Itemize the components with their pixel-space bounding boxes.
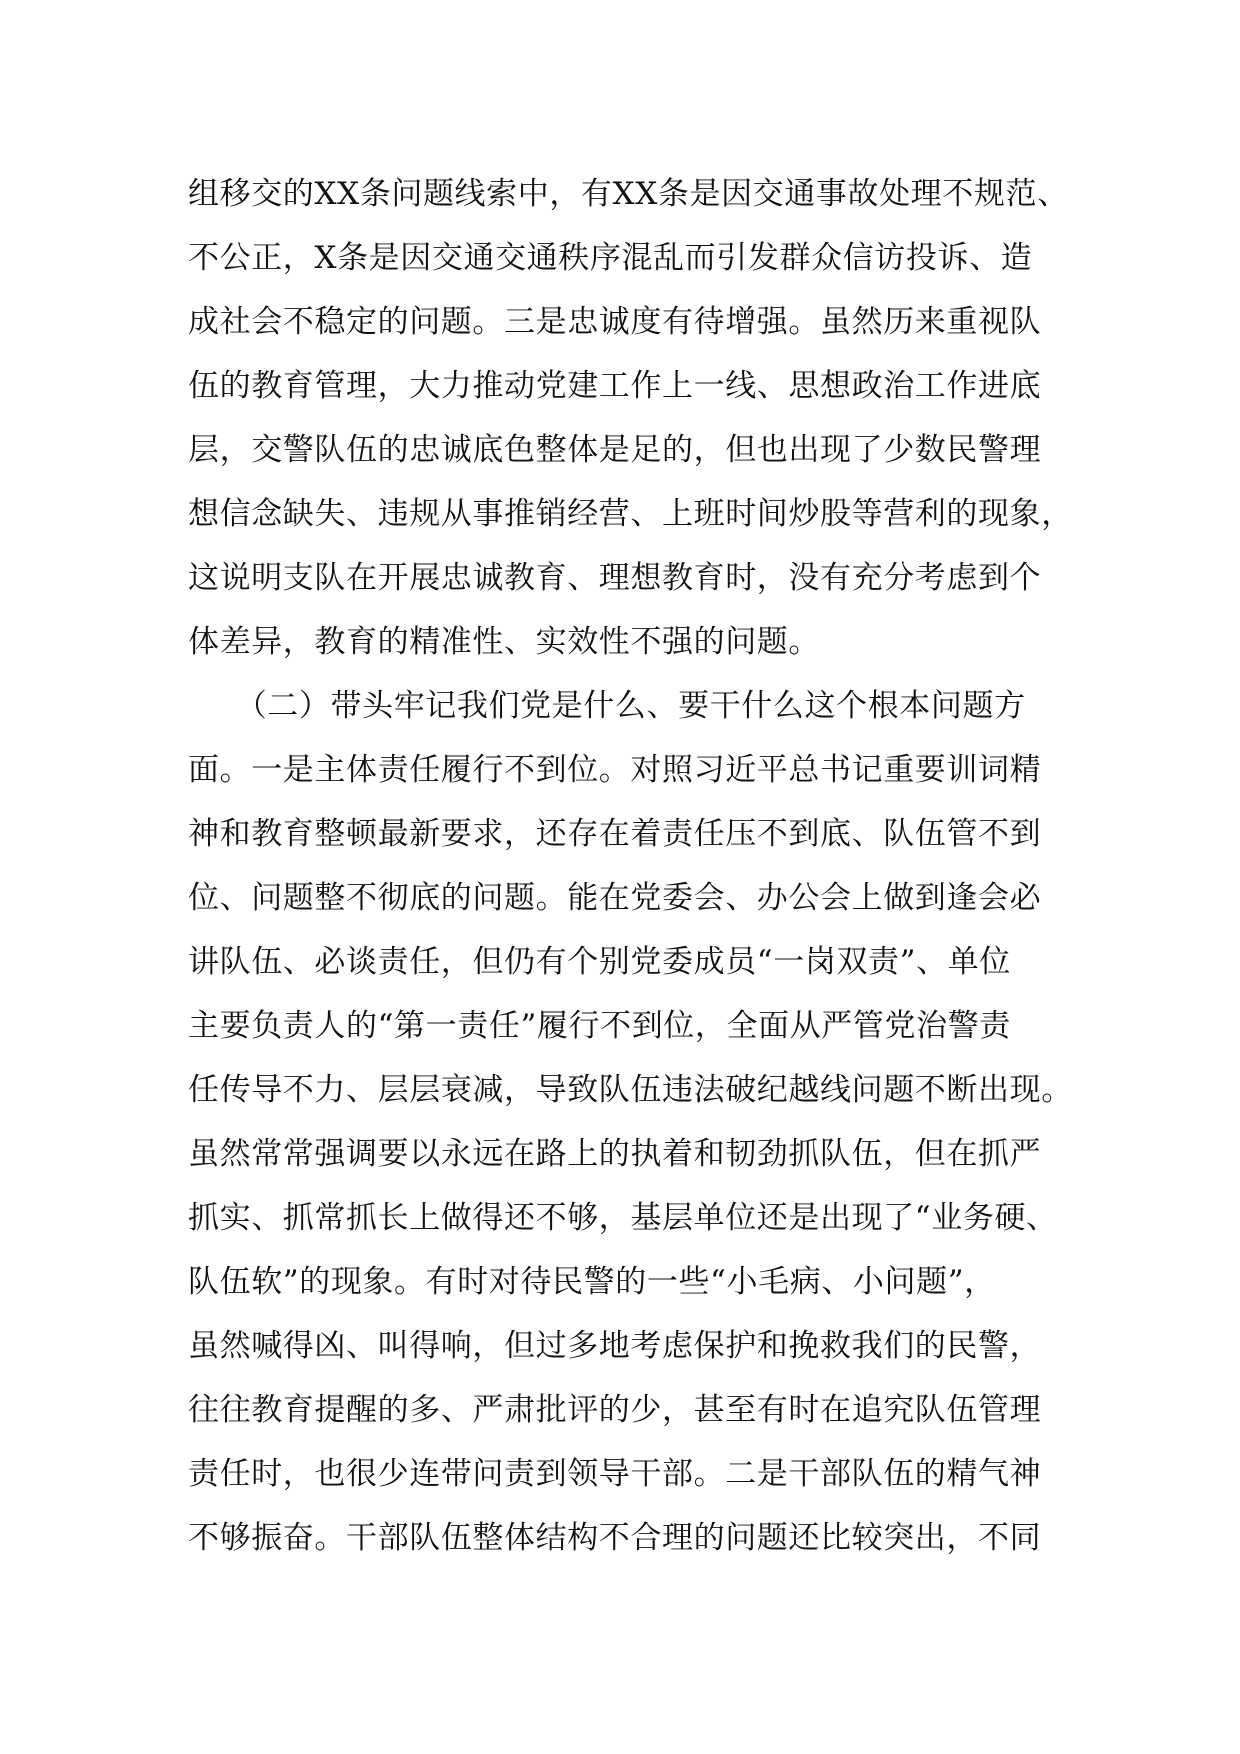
text-line: 神和教育整顿最新要求，还存在着责任压不到底、队伍管不到 xyxy=(188,816,1042,852)
text-line: 组移交的XX条问题线索中，有XX条是因交通事故处理不规范、 xyxy=(188,176,1069,212)
text-line: 伍的教育管理，大力推动党建工作上一线、思想政治工作进底 xyxy=(188,368,1042,404)
text-line: 成社会不稳定的问题。三是忠诚度有待增强。虽然历来重视队 xyxy=(188,304,1042,340)
body-text xyxy=(188,162,1088,1570)
text-line: 不够振奋。干部队伍整体结构不合理的问题还比较突出，不同 xyxy=(188,1520,1042,1556)
section-heading-line: （二）带头牢记我们党是什么、要干什么这个根本问题方 xyxy=(188,688,1026,724)
text-line: 往往教育提醒的多、严肃批评的少，甚至有时在追究队伍管理 xyxy=(188,1392,1042,1428)
text-line: 虽然喊得凶、叫得响，但过多地考虑保护和挽救我们的民警， xyxy=(188,1328,1042,1364)
text-line: 体差异，教育的精准性、实效性不强的问题。 xyxy=(188,624,820,660)
text-line: 面。一是主体责任履行不到位。对照习近平总书记重要训词精 xyxy=(188,752,1042,788)
text-line: 想信念缺失、违规从事推销经营、上班时间炒股等营利的现象， xyxy=(188,496,1073,532)
text-line: 这说明支队在开展忠诚教育、理想教育时，没有充分考虑到个 xyxy=(188,560,1042,596)
text-line: 责任时，也很少连带问责到领导干部。二是干部队伍的精气神 xyxy=(188,1456,1042,1492)
text-line: 任传导不力、层层衰减，导致队伍违法破纪越线问题不断出现。 xyxy=(188,1072,1073,1108)
text-line: 抓实、抓常抓长上做得还不够，基层单位还是出现了“业务硬、 xyxy=(188,1200,1058,1236)
text-line: 虽然常常强调要以永远在路上的执着和韧劲抓队伍，但在抓严 xyxy=(188,1136,1042,1172)
text-line: 讲队伍、必谈责任，但仍有个别党委成员“一岗双责”、单位 xyxy=(188,944,1011,980)
text-line: 主要负责人的“第一责任”履行不到位，全面从严管党治警责 xyxy=(188,1008,1011,1044)
text-line: 层，交警队伍的忠诚底色整体是足的，但也出现了少数民警理 xyxy=(188,432,1042,468)
text-line: 队伍软”的现象。有时对待民警的一些“小毛病、小问题”， xyxy=(188,1264,996,1300)
text-line: 位、问题整不彻底的问题。能在党委会、办公会上做到逢会必 xyxy=(188,880,1042,916)
text-line: 不公正，X条是因交通交通秩序混乱而引发群众信访投诉、造 xyxy=(188,240,1033,276)
